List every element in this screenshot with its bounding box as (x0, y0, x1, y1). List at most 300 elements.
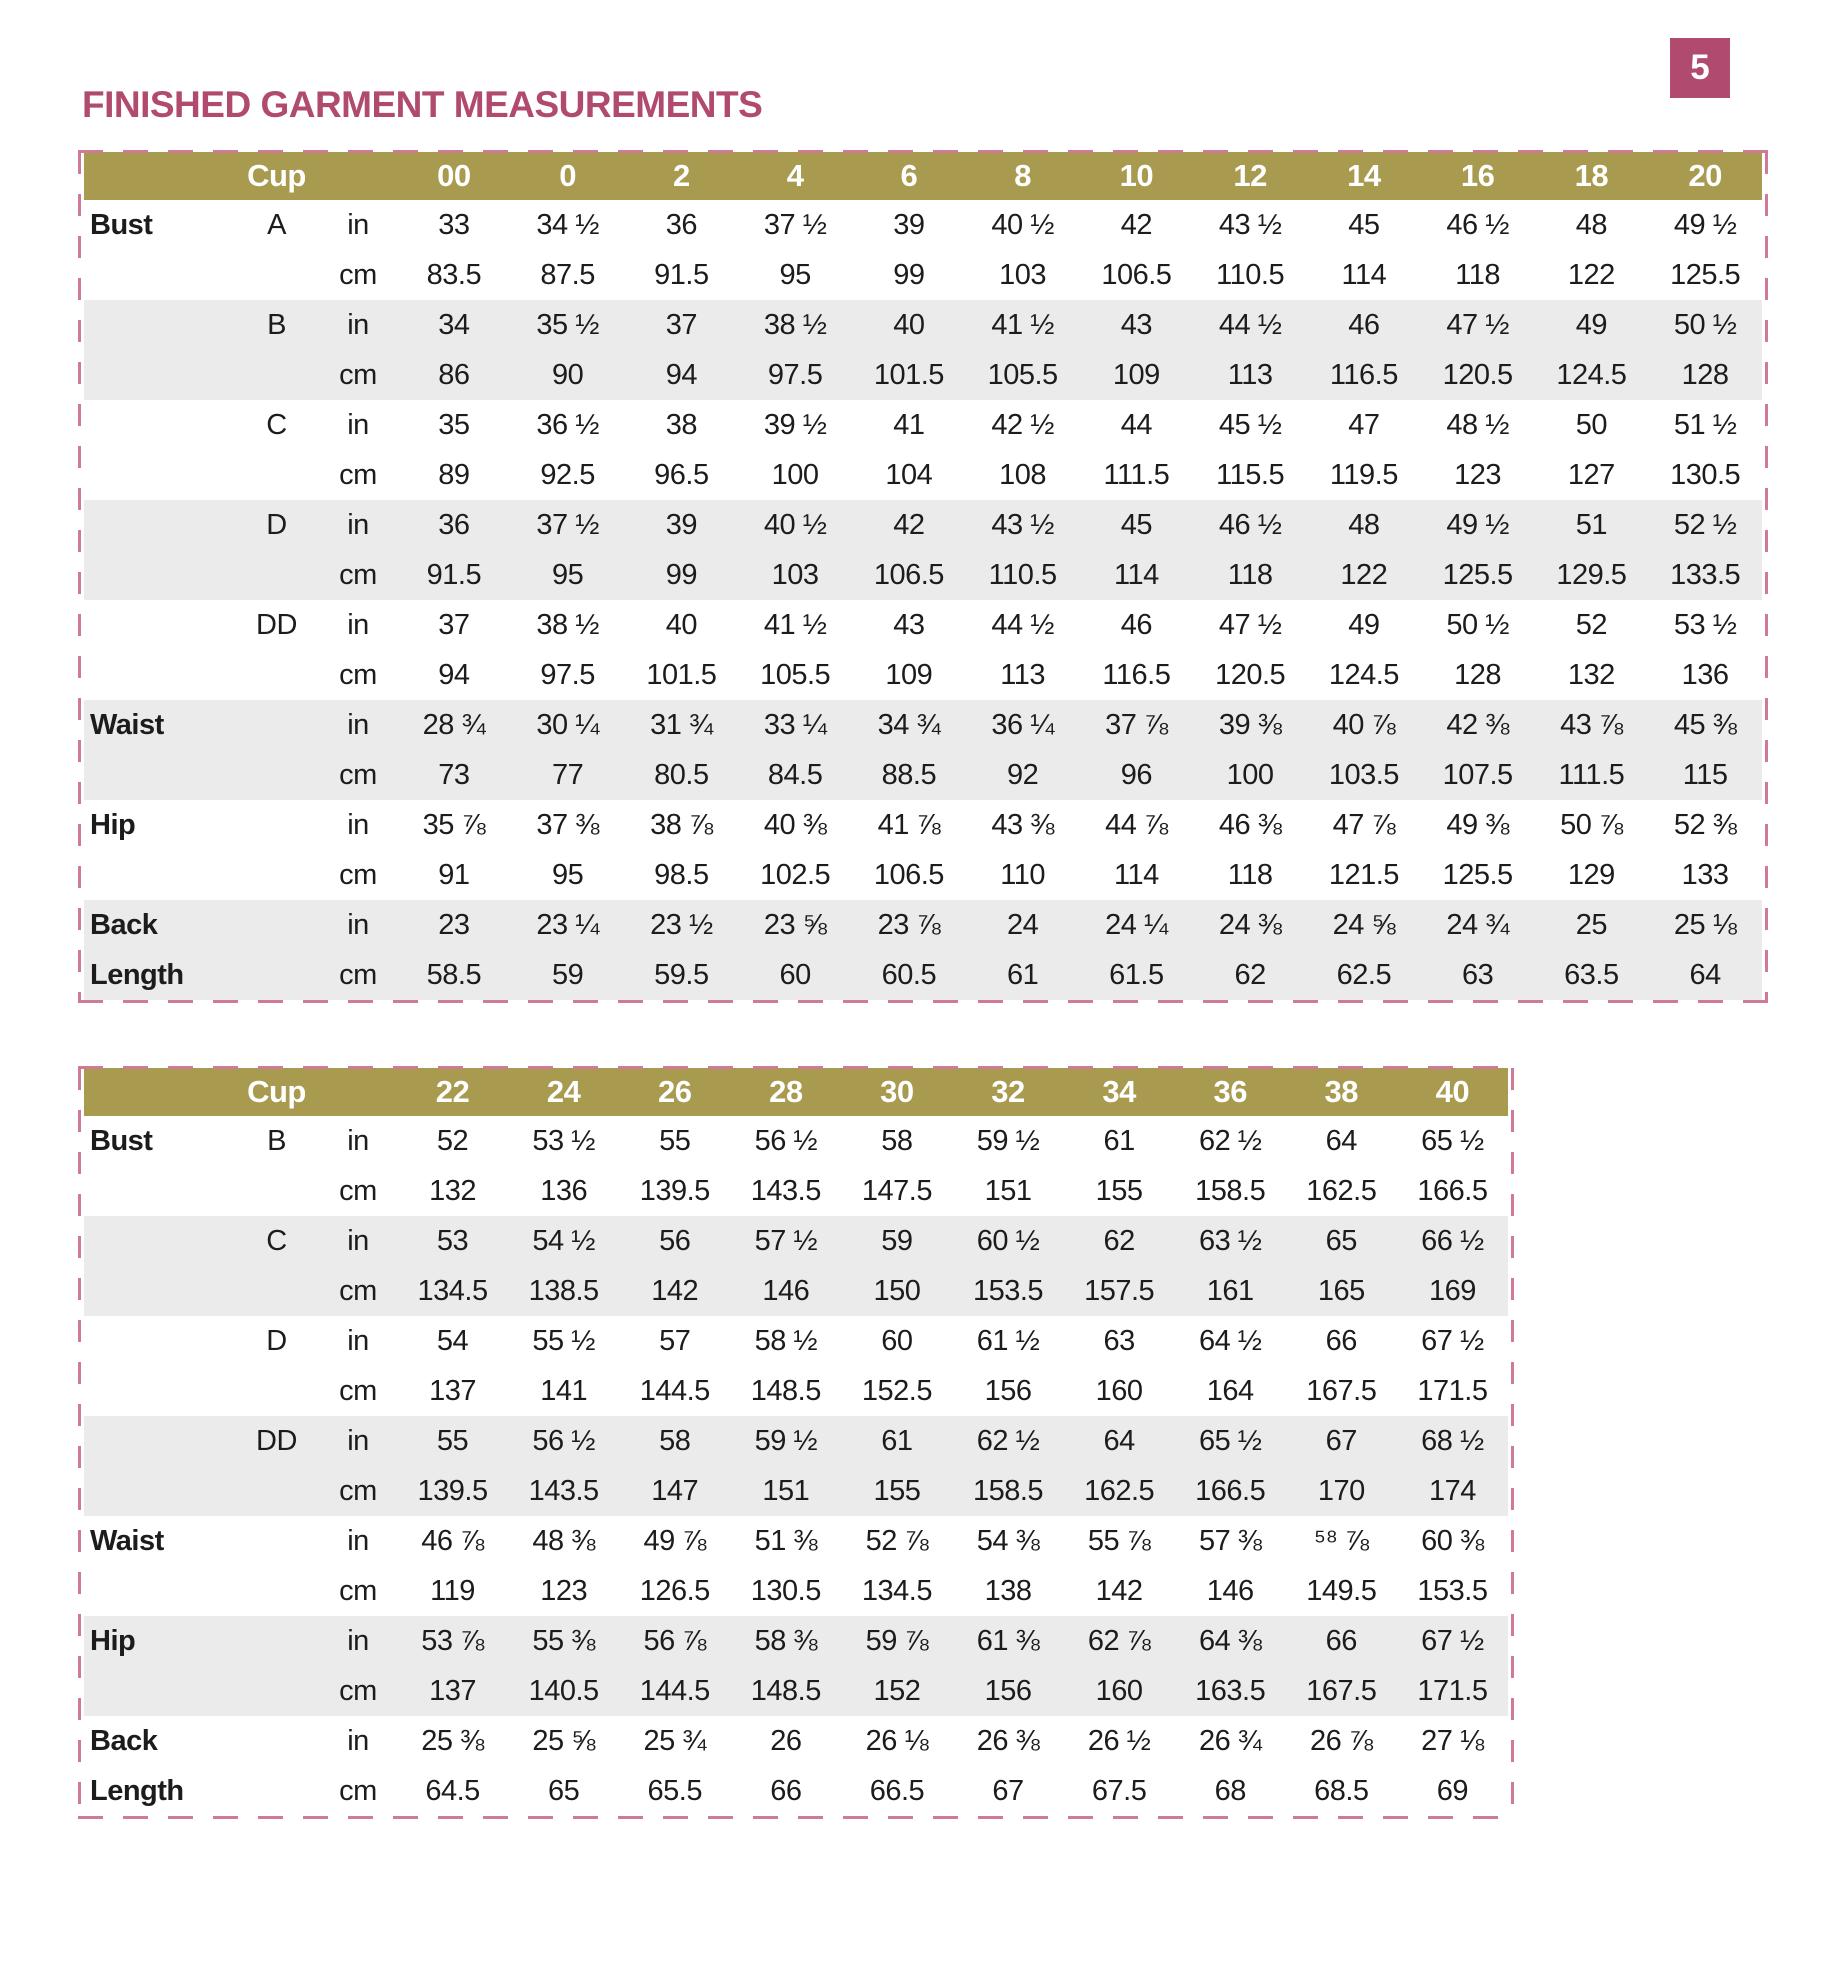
value-cell: 96.5 (654, 458, 709, 491)
row-label (84, 1366, 234, 1416)
value-cell: 125.5 (1670, 258, 1741, 291)
value-cell: 133 (1681, 858, 1729, 891)
row-label: Waist (90, 708, 164, 741)
value-cell: 66 ½ (1421, 1224, 1484, 1257)
value-cell: 41 ½ (991, 308, 1054, 341)
value-cell: 136 (1681, 658, 1729, 691)
value-cell: 36 (438, 508, 470, 541)
value-cell: 41 ⅞ (877, 808, 941, 841)
value-cell: 44 ⅞ (1105, 808, 1168, 841)
size-column-header: 8 (966, 152, 1080, 200)
value-cell: 110 (1000, 858, 1045, 891)
size-column-header: 24 (508, 1068, 619, 1116)
value-cell: 91 (438, 858, 470, 891)
cutline-right (1511, 1068, 1514, 1816)
unit-label: in (347, 508, 369, 541)
cup-letter: A (267, 208, 286, 241)
value-cell: 60 (881, 1324, 913, 1357)
size-column-header: 26 (619, 1068, 730, 1116)
value-cell: 59 ½ (976, 1124, 1040, 1157)
value-cell: 61 (1006, 958, 1039, 991)
value-cell: 107.5 (1442, 758, 1513, 791)
value-cell: 66.5 (869, 1774, 925, 1807)
value-cell: 108 (999, 458, 1047, 491)
size-column-header: 2 (625, 152, 739, 200)
value-cell: 155 (873, 1474, 921, 1507)
value-cell: 109 (1112, 358, 1160, 391)
value-cell: 37 ½ (536, 508, 599, 541)
value-cell: 26 ⅞ (1310, 1724, 1373, 1757)
row-label (84, 1566, 234, 1616)
value-cell: 46 ½ (1446, 208, 1509, 241)
cup-letter (234, 550, 319, 600)
value-cell: 39 ½ (763, 408, 827, 441)
unit-label: cm (339, 1174, 377, 1207)
value-cell: 42 ⅜ (1446, 708, 1509, 741)
value-cell: 61 ⅜ (976, 1624, 1040, 1657)
cup-letter (234, 900, 319, 950)
value-cell: 24 ⅜ (1218, 908, 1282, 941)
value-cell: 43 ½ (991, 508, 1054, 541)
measurement-row (84, 850, 1762, 900)
unit-label: cm (339, 858, 377, 891)
value-cell: 25 ⅛ (1673, 908, 1737, 941)
value-cell: 89 (438, 458, 470, 491)
value-cell: 61 (1103, 1124, 1135, 1157)
value-cell: 47 (1348, 408, 1380, 441)
cutline-bottom (78, 1000, 1768, 1003)
value-cell: 61 (881, 1424, 913, 1457)
value-cell: 63 ½ (1198, 1224, 1262, 1257)
size-column-header: 16 (1421, 152, 1535, 200)
value-cell: 118 (1455, 258, 1500, 291)
value-cell: 58.5 (426, 958, 482, 991)
value-cell: 39 ⅜ (1218, 708, 1282, 741)
value-cell: 63 (1461, 958, 1494, 991)
row-label: Bust (90, 208, 153, 241)
value-cell: 127 (1567, 458, 1615, 491)
value-cell: 49 ⅜ (1446, 808, 1509, 841)
unit-label: in (347, 1424, 369, 1457)
value-cell: 109 (885, 658, 933, 691)
value-cell: 96 (1120, 758, 1152, 791)
value-cell: 156 (984, 1374, 1032, 1407)
value-cell: 65 ½ (1421, 1124, 1484, 1157)
value-cell: 62 (1103, 1224, 1135, 1257)
value-cell: 103 (771, 558, 819, 591)
size-table-22-40 (84, 1068, 1508, 1816)
measurement-row (84, 1666, 1508, 1716)
size-column-header: 14 (1307, 152, 1421, 200)
value-cell: 60.5 (881, 958, 937, 991)
cup-letter (234, 750, 319, 800)
value-cell: 133.5 (1670, 558, 1741, 591)
value-cell: 64.5 (425, 1774, 480, 1807)
value-cell: 41 ½ (763, 608, 827, 641)
value-cell: 40 ½ (763, 508, 827, 541)
value-cell: 66 (1325, 1324, 1357, 1357)
value-cell: 110.5 (988, 558, 1057, 591)
value-cell: 36 (665, 208, 697, 241)
unit-label: cm (339, 1674, 377, 1707)
value-cell: 84.5 (767, 758, 823, 791)
measurement-row (84, 400, 1762, 450)
value-cell: 41 (893, 408, 925, 441)
cup-letter (234, 950, 319, 1000)
value-cell: 23 ⅞ (877, 908, 941, 941)
cup-column-header: Cup (234, 1068, 319, 1116)
value-cell: 169 (1428, 1274, 1476, 1307)
value-cell: 68 (1214, 1774, 1246, 1807)
value-cell: 113 (1000, 658, 1045, 691)
value-cell: 67 (1325, 1424, 1357, 1457)
size-column-header: 36 (1175, 1068, 1286, 1116)
size-header-row (84, 152, 1762, 200)
value-cell: 138.5 (528, 1274, 599, 1307)
value-cell: 64 (1103, 1424, 1135, 1457)
value-cell: 24 ⅝ (1332, 908, 1396, 941)
value-cell: 130.5 (1670, 458, 1741, 491)
value-cell: 128 (1454, 658, 1502, 691)
value-cell: 99 (665, 558, 697, 591)
measurement-row (84, 800, 1762, 850)
value-cell: 34 (438, 308, 470, 341)
value-cell: 148.5 (750, 1674, 821, 1707)
value-cell: 44 ½ (991, 608, 1054, 641)
value-cell: 52 ⅜ (1673, 808, 1737, 841)
value-cell: 149.5 (1306, 1574, 1377, 1607)
value-cell: 42 (1120, 208, 1152, 241)
value-cell: 114 (1114, 858, 1159, 891)
unit-label: in (347, 1524, 369, 1557)
value-cell: 25 (1575, 908, 1607, 941)
value-cell: 111.5 (1103, 458, 1170, 491)
value-cell: 92 (1006, 758, 1039, 791)
value-cell: 144.5 (639, 1674, 710, 1707)
value-cell: 64 (1325, 1124, 1357, 1157)
unit-label: cm (339, 358, 377, 391)
row-label (84, 1166, 234, 1216)
unit-label: in (347, 1624, 369, 1657)
measurement-row (84, 1116, 1508, 1166)
value-cell: 116.5 (1102, 658, 1171, 691)
value-cell: 120.5 (1215, 658, 1286, 691)
cup-letter (234, 1166, 319, 1216)
value-cell: 46 (1120, 608, 1152, 641)
value-cell: 171.5 (1417, 1374, 1488, 1407)
value-cell: 58 ½ (754, 1324, 818, 1357)
value-cell: 142 (651, 1274, 699, 1307)
value-cell: 26 ⅛ (865, 1724, 929, 1757)
row-label (84, 1466, 234, 1516)
value-cell: 40 ½ (991, 208, 1054, 241)
value-cell: 126.5 (639, 1574, 710, 1607)
value-cell: 130.5 (750, 1574, 821, 1607)
value-cell: 142 (1095, 1574, 1143, 1607)
value-cell: 147 (651, 1474, 699, 1507)
value-cell: 44 ½ (1218, 308, 1282, 341)
value-cell: 54 (436, 1324, 469, 1357)
value-cell: 123 (1454, 458, 1502, 491)
value-cell: 46 ⅞ (421, 1524, 484, 1557)
row-label: Hip (90, 1624, 136, 1657)
row-label (84, 1266, 234, 1316)
row-label (84, 850, 234, 900)
measurement-row (84, 650, 1762, 700)
row-label (84, 750, 234, 800)
value-cell: 87.5 (540, 258, 595, 291)
value-cell: 170 (1317, 1474, 1365, 1507)
value-cell: 161 (1206, 1274, 1254, 1307)
row-label: Back (90, 1724, 158, 1757)
value-cell: 143.5 (750, 1174, 821, 1207)
value-cell: 62 ⅞ (1087, 1624, 1151, 1657)
value-cell: 132 (1567, 658, 1615, 691)
value-cell: 24 (1006, 908, 1039, 941)
row-label: Bust (90, 1124, 153, 1157)
value-cell: 134.5 (861, 1574, 932, 1607)
cup-letter: C (266, 1224, 287, 1257)
value-cell: 171.5 (1417, 1674, 1488, 1707)
size-column-header: 32 (952, 1068, 1063, 1116)
value-cell: 23 ½ (650, 908, 713, 941)
value-cell: 123 (540, 1574, 588, 1607)
cutline-left (78, 1068, 81, 1816)
value-cell: 34 ¾ (877, 708, 941, 741)
row-label (84, 350, 234, 400)
value-cell: 62 (1234, 958, 1266, 991)
value-cell: 80.5 (654, 758, 709, 791)
value-cell: 65 (548, 1774, 580, 1807)
value-cell: 174 (1428, 1474, 1476, 1507)
value-cell: 61.5 (1109, 958, 1164, 991)
value-cell: 50 ⅞ (1560, 808, 1623, 841)
unit-label: cm (339, 1474, 377, 1507)
value-cell: 62 ½ (1198, 1124, 1262, 1157)
cup-letter (234, 1666, 319, 1716)
value-cell: 37 ⅞ (1105, 708, 1168, 741)
value-cell: 64 ⅜ (1198, 1624, 1262, 1657)
unit-label: cm (339, 958, 377, 991)
cup-letter (234, 1566, 319, 1616)
value-cell: 35 (438, 408, 470, 441)
cup-letter (234, 250, 319, 300)
value-cell: 97.5 (767, 358, 823, 391)
size-header-row (84, 1068, 1508, 1116)
size-column-header: 22 (397, 1068, 508, 1116)
value-cell: 113 (1227, 358, 1273, 391)
value-cell: 105.5 (760, 658, 831, 691)
value-cell: 40 ⅞ (1332, 708, 1396, 741)
unit-label: in (347, 908, 369, 941)
unit-label: cm (339, 1574, 377, 1607)
row-label (84, 450, 234, 500)
value-cell: 26 ⅜ (976, 1724, 1040, 1757)
value-cell: 49 (1348, 608, 1380, 641)
cup-letter: D (266, 1324, 287, 1357)
unit-label: cm (339, 758, 377, 791)
value-cell: 59 (551, 958, 584, 991)
value-cell: 125.5 (1442, 858, 1513, 891)
cup-letter (234, 650, 319, 700)
unit-label: cm (339, 258, 377, 291)
value-cell: 118 (1227, 858, 1273, 891)
value-cell: 55 ½ (532, 1324, 595, 1357)
value-cell: 52 (1575, 608, 1607, 641)
value-cell: 39 (665, 508, 697, 541)
cup-letter: DD (256, 1424, 297, 1457)
value-cell: 39 (893, 208, 925, 241)
cup-column-header: Cup (234, 152, 319, 200)
value-cell: 47 ½ (1446, 308, 1509, 341)
unit-label: cm (339, 1374, 377, 1407)
value-cell: 40 ⅜ (763, 808, 827, 841)
value-cell: 59 ½ (754, 1424, 818, 1457)
value-cell: 48 ⅜ (532, 1524, 595, 1557)
unit-label: in (347, 708, 369, 741)
value-cell: 60 ⅜ (1421, 1524, 1484, 1557)
value-cell: 53 (436, 1224, 469, 1257)
measurement-row (84, 500, 1762, 550)
value-cell: 52 ½ (1673, 508, 1737, 541)
row-label (84, 1416, 234, 1466)
value-cell: 106.5 (873, 858, 944, 891)
value-cell: 129.5 (1556, 558, 1627, 591)
value-cell: 151 (984, 1174, 1032, 1207)
value-cell: 140.5 (528, 1674, 599, 1707)
value-cell: 38 ½ (536, 608, 599, 641)
unit-label: cm (339, 458, 377, 491)
value-cell: 38 ½ (763, 308, 827, 341)
value-cell: 57 (659, 1324, 691, 1357)
value-cell: 153.5 (1417, 1574, 1488, 1607)
size-column-header: 34 (1064, 1068, 1175, 1116)
row-label: Length (90, 1774, 184, 1807)
value-cell: 45 (1120, 508, 1152, 541)
value-cell: 115.5 (1216, 458, 1285, 491)
value-cell: 30 ¼ (536, 708, 599, 741)
value-cell: 160 (1095, 1674, 1143, 1707)
value-cell: 139.5 (417, 1474, 488, 1507)
value-cell: 167.5 (1306, 1374, 1377, 1407)
row-label: Hip (90, 808, 136, 841)
value-cell: 65.5 (647, 1774, 702, 1807)
value-cell: 36 ¼ (991, 708, 1054, 741)
measurement-row (84, 250, 1762, 300)
value-cell: 37 ⅜ (536, 808, 599, 841)
value-cell: 28 ¾ (422, 708, 486, 741)
value-cell: 148.5 (750, 1374, 821, 1407)
value-cell: 166.5 (1195, 1474, 1266, 1507)
value-cell: 26 ¾ (1198, 1724, 1262, 1757)
unit-label: in (347, 1224, 369, 1257)
measurement-row (84, 1366, 1508, 1416)
value-cell: 43 (1120, 308, 1152, 341)
page-number-badge: 5 (1670, 38, 1730, 98)
row-label (84, 300, 234, 350)
size-column-header: 40 (1397, 1068, 1508, 1116)
value-cell: 68.5 (1314, 1774, 1369, 1807)
size-column-header: 30 (841, 1068, 952, 1116)
value-cell: 66 (1325, 1624, 1357, 1657)
measurement-row (84, 600, 1762, 650)
value-cell: 95 (779, 258, 811, 291)
value-cell: 59 ⅞ (865, 1624, 929, 1657)
value-cell: 45 ½ (1218, 408, 1282, 441)
value-cell: 53 ½ (532, 1124, 595, 1157)
size-column-header: 38 (1286, 1068, 1397, 1116)
measurement-row (84, 1316, 1508, 1366)
measurement-row (84, 750, 1762, 800)
measurements-table-sizes-00-20 (84, 152, 1762, 1000)
value-cell: 56 ⅞ (643, 1624, 706, 1657)
row-label (84, 1216, 234, 1266)
value-cell: 128 (1681, 358, 1729, 391)
cutline-bottom (78, 1816, 1514, 1819)
value-cell: 38 (665, 408, 697, 441)
measurement-row (84, 1566, 1508, 1616)
value-cell: 141 (540, 1374, 588, 1407)
value-cell: 100 (1226, 758, 1274, 791)
value-cell: 55 (436, 1424, 469, 1457)
value-cell: 63.5 (1564, 958, 1619, 991)
value-cell: 65 (1325, 1224, 1357, 1257)
value-cell: 106.5 (1101, 258, 1172, 291)
value-cell: 59 (881, 1224, 913, 1257)
value-cell: 162.5 (1084, 1474, 1155, 1507)
unit-label: in (347, 1724, 369, 1757)
value-cell: 50 (1575, 408, 1607, 441)
value-cell: 24 ¾ (1446, 908, 1509, 941)
value-cell: 44 (1120, 408, 1152, 441)
measurement-row (84, 200, 1762, 250)
value-cell: 163.5 (1195, 1674, 1266, 1707)
value-cell: 23 ⅝ (763, 908, 827, 941)
value-cell: 99 (893, 258, 925, 291)
value-cell: 48 (1348, 508, 1380, 541)
value-cell: 91.5 (654, 258, 709, 291)
value-cell: 102.5 (760, 858, 831, 891)
measurement-row (84, 1516, 1508, 1566)
value-cell: 51 (1575, 508, 1607, 541)
size-table-00-20 (84, 152, 1762, 1000)
unit-label: in (347, 208, 369, 241)
value-cell: 64 ½ (1198, 1324, 1262, 1357)
value-cell: 125.5 (1442, 558, 1513, 591)
corner-cell (84, 1068, 234, 1116)
value-cell: 124.5 (1556, 358, 1627, 391)
value-cell: 25 ⅜ (421, 1724, 484, 1757)
value-cell: 157.5 (1084, 1274, 1155, 1307)
value-cell: 115 (1682, 758, 1728, 791)
value-cell: 45 (1348, 208, 1380, 241)
value-cell: 55 ⅜ (532, 1624, 595, 1657)
value-cell: 143.5 (528, 1474, 599, 1507)
value-cell: 77 (551, 758, 584, 791)
value-cell: 98.5 (654, 858, 709, 891)
value-cell: 146 (762, 1274, 810, 1307)
cup-letter: C (266, 408, 287, 441)
value-cell: 95 (551, 858, 584, 891)
cup-letter (234, 1716, 319, 1766)
cup-letter (234, 450, 319, 500)
unit-label: in (347, 1324, 369, 1357)
value-cell: 97.5 (540, 658, 595, 691)
value-cell: 35 ⅞ (422, 808, 486, 841)
value-cell: 26 (770, 1724, 802, 1757)
value-cell: 119 (430, 1574, 475, 1607)
cup-letter: DD (256, 608, 297, 641)
